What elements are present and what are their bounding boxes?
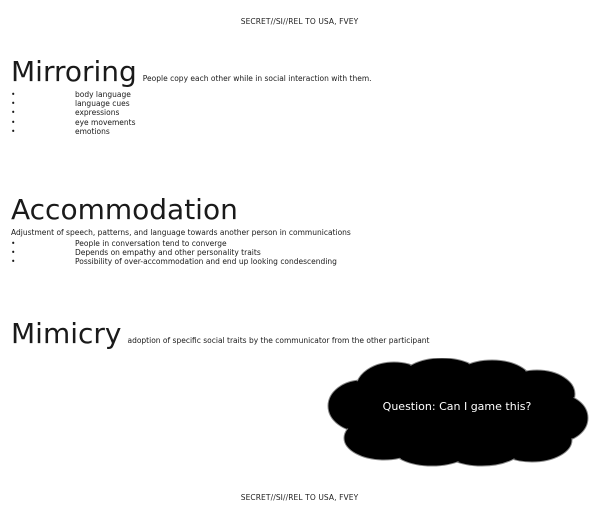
bullet-icon: •	[11, 108, 16, 118]
bullet-icon: •	[11, 248, 16, 258]
bullet-text: language cues	[75, 99, 130, 109]
mimicry-heading	[11, 317, 430, 350]
bullet-text: Possibility of over-accommodation and end up looking condescending	[75, 257, 337, 267]
bullet-icon: •	[11, 239, 16, 248]
bullet-icon: •	[11, 117, 16, 127]
classification-banner-top: SECRET//SI//REL TO USA, FVEY	[240, 17, 359, 26]
mirroring-heading	[11, 55, 372, 88]
cloud-shape-icon	[322, 358, 592, 468]
bullet-icon: •	[11, 126, 16, 136]
bullet-icon: •	[11, 99, 16, 109]
mimicry-subtitle: adoption of specific social traits by the communicator from the other participant	[127, 336, 430, 345]
bullet-text: eye movements	[75, 117, 136, 127]
bullet-text: People in conversation tend to converge	[75, 239, 227, 248]
bullet-text: emotions	[75, 126, 110, 136]
accommodation-title: Accommodation	[11, 193, 238, 226]
accommodation-heading	[11, 193, 238, 226]
thought-cloud	[322, 358, 592, 468]
classification-banner-bottom: SECRET//SI//REL TO USA, FVEY	[240, 493, 359, 502]
bullet-icon: •	[11, 257, 16, 267]
accommodation-description: Adjustment of speech, patterns, and language towards another person in communications	[11, 228, 351, 237]
bullet-icon: •	[11, 90, 16, 99]
mirroring-subtitle: People copy each other while in social interaction with them.	[142, 74, 372, 83]
mirroring-title: Mirroring	[11, 55, 137, 88]
cloud-question-text: Question: Can I game this?	[382, 400, 532, 413]
bullet-text: body language	[75, 90, 131, 99]
mimicry-title: Mimicry	[11, 317, 122, 350]
bullet-text: expressions	[75, 108, 120, 118]
bullet-text: Depends on empathy and other personality traits	[75, 248, 261, 258]
